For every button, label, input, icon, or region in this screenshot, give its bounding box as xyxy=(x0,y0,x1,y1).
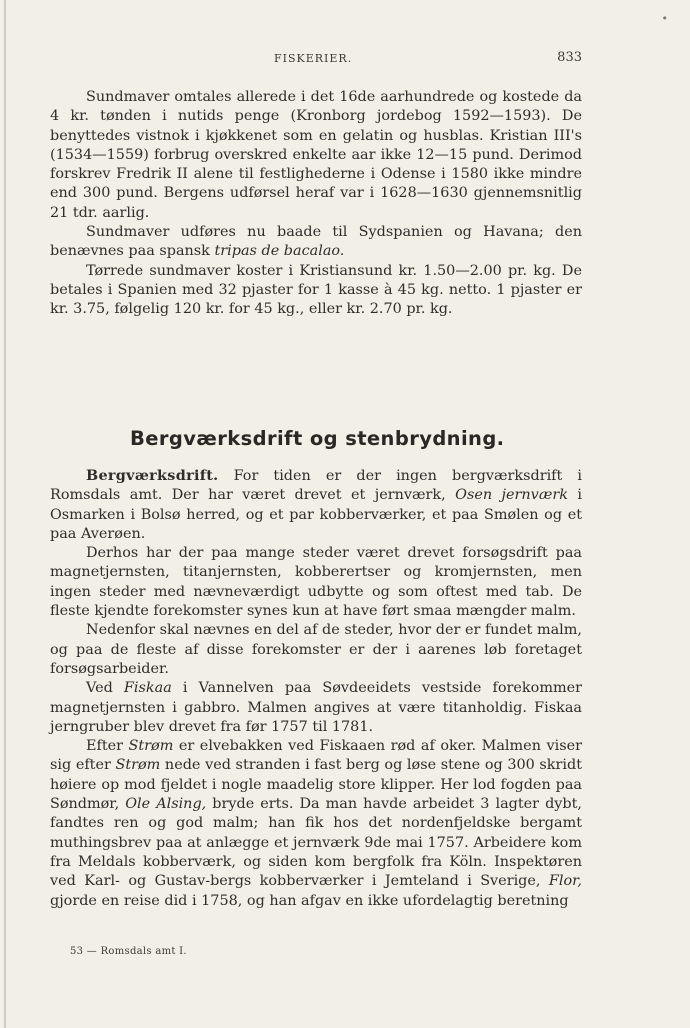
paragraph: Sundmaver udføres nu baade til Sydspanien og Havana; den benævnes paa spansk tripas de bacalao. xyxy=(50,224,582,260)
section-fish-maws xyxy=(50,88,582,320)
signature-mark: 53 — Romsdals amt I. xyxy=(70,946,187,957)
author-name: Strøm xyxy=(115,757,161,774)
place-name: Osen jernværk xyxy=(455,487,568,504)
paragraph: Derhos har der paa mange steder været drevet forsøgsdrift paa magnetjernsten, titanjernsten, kobberertser og kromjernsten, men ingen steder med nævneværdigt udbytte og som oftest med tab. De fleste kjendte forekomster synes kun at have ført smaa mængder malm. xyxy=(50,545,582,620)
paragraph: Efter Strøm er elvebakken ved Fiskaaen rød af oker. Malmen viser sig efter Strøm nede ved stranden i fast berg og løse stene og 300 skridt høiere op mod fjeldet i nogle maadelig store klipper. Her lod fogden paa Søndmør, Ole Alsing, bryde erts. Da man havde arbeidet 3 lagter dybt, fandtes ren og god malm; han fik hos det nordenfjeldske bergamt muthingsbrev paa at anlægge et jernværk 9de mai 1757. Arbeidere kom fra Meldals kobberværk, og siden kom bergfolk fra Köln. Inspektøren ved Karl- og Gustav-bergs kobberværker i Jemteland i Sverige, Flor, gjorde en reise did i 1758, og han afgav en ikke ufordelagtig beretning xyxy=(50,738,582,909)
paragraph: Nedenfor skal nævnes en del af de steder, hvor der er fundet malm, og paa de fleste af disse forekomster er der i aarenes løb foretaget forsøgsarbeider. xyxy=(50,622,582,677)
place-name: Fiskaa xyxy=(123,680,172,697)
corner-mark: • xyxy=(661,12,668,25)
person-name: Flor, xyxy=(548,873,582,890)
page-edge xyxy=(4,0,6,1028)
paragraph: Tørrede sundmaver koster i Kristiansund kr. 1.50—2.00 pr. kg. De betales i Spanien med 32 pjaster for 1 kasse à 45 kg. netto. 1 pjaster er kr. 3.75, følgelig 120 kr. for 45 kg., eller kr. 2.70 pr. kg. xyxy=(50,262,582,318)
page-number: 833 xyxy=(557,50,582,65)
paragraph: Ved Fiskaa i Vannelven paa Søvdeeidets vestside forekommer magnetjernsten i gabbro. Malmen angives at være titanholdig. Fiskaa jerngruber blev drevet fra før 1757 til 1781. xyxy=(50,680,583,735)
run-in-heading: Bergværksdrift. xyxy=(86,467,219,484)
running-head xyxy=(50,52,582,70)
author-name: Strøm xyxy=(128,738,174,755)
section-heading: Bergværksdrift og stenbrydning. xyxy=(130,427,505,450)
running-title: FISKERIER. xyxy=(274,52,353,65)
person-name: Ole Alsing, xyxy=(125,796,207,813)
paragraph: Bergværksdrift. For tiden er der ingen bergværksdrift i Romsdals amt. Der har været drevet et jernværk, Osen jernværk i Osmarken i Bolsø herred, og et par kobberværker, et paa Smølen og et paa Averøen. xyxy=(50,467,582,542)
paragraph: Sundmaver omtales allerede i det 16de aarhundrede og kostede da 4 kr. tønden i nutids penge (Kronborg jordebog 1592—1593). De benyttedes vistnok i kjøkkenet som en gelatin og husblas. Kristian III's (1534—1559) forbrug overskred enkelte aar ikke 12—15 pund. Derimod forskrev Fredrik II alene til festlighederne i Odense i 1580 ikke mindre end 300 pund. Bergens udførsel heraf var i 1628—1630 gjennemsnitlig 21 tdr. aarlig. xyxy=(50,89,582,221)
spanish-term: tripas de bacalao. xyxy=(214,243,345,260)
section-mining xyxy=(50,466,582,911)
